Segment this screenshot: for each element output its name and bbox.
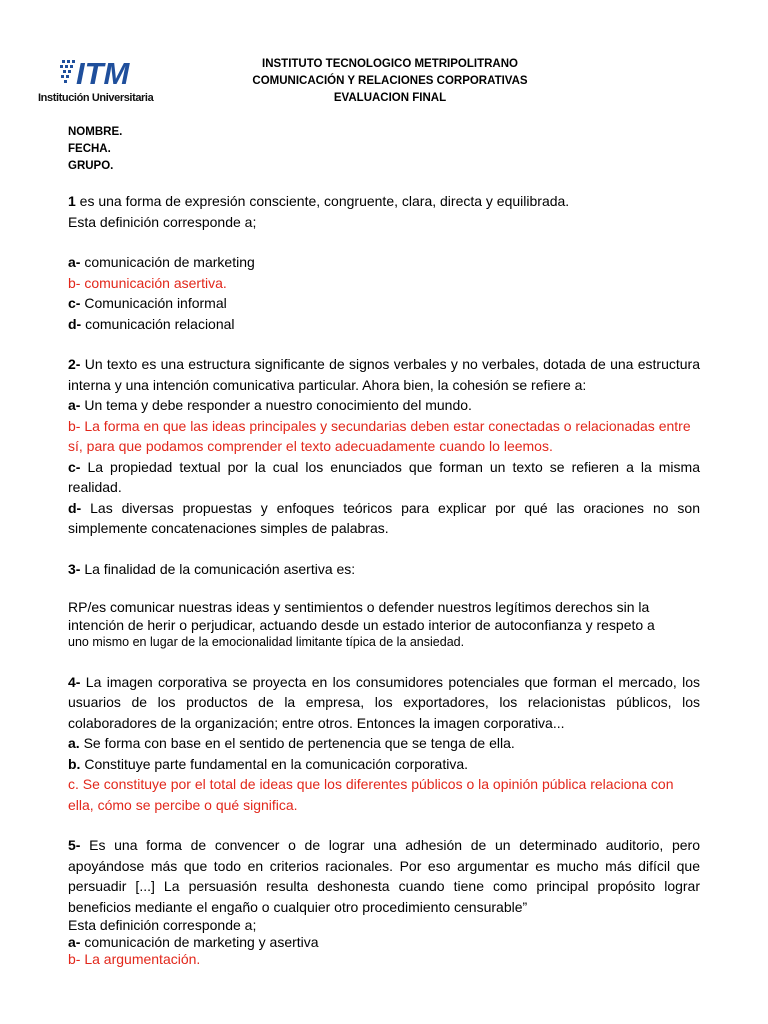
question-number: 1 — [68, 193, 76, 209]
option: c- Comunicación informal — [68, 295, 227, 311]
question-2: 2- Un texto es una estructura significante de signos verbales y no verbales, dotada de una estructura interna y una intención comunicativa particular. Ahora bien, la cohesión se refiere a: — [68, 356, 700, 393]
question-3-answer-cont: uno mismo en lugar de la emocionalidad limitante típica de la ansiedad. — [68, 635, 465, 649]
question-1-prompt: Esta definición corresponde a; — [68, 213, 257, 230]
institution-name: INSTITUTO TECNOLOGICO METRIPOLITRANO — [262, 58, 518, 70]
exam-content — [68, 191, 700, 968]
group-label: GRUPO. — [68, 160, 114, 172]
option-correct: b- La forma en que las ideas principales y secundarias deben estar conectadas o relacionadas entre sí, para que podamos comprender el texto adecuadamente cuando lo leemos. — [68, 417, 691, 454]
option: a- comunicación de marketing — [68, 254, 255, 270]
question-3: 3- La finalidad de la comunicación asertiva es: — [68, 560, 356, 577]
option: d- comunicación relacional — [68, 315, 235, 332]
option: a- Un tema y debe responder a nuestro conocimiento del mundo. — [68, 397, 472, 413]
logo-caption: Institución Universitaria — [38, 92, 154, 104]
question-5: 5- Es una forma de convencer o de lograr una adhesión de un determinado auditorio, pero apoyándose más que todo en criterios racionales. Por eso argumentar es mucho más difícil que persuadir [...] La persuasión resulta deshonesta cuando tiene como principal propósito lograr beneficios mediante el engaño o cualquier otro procedimiento censurable” — [68, 837, 700, 915]
option: a. Se forma con base en el sentido de pertenencia que se tenga de ella. — [68, 735, 515, 751]
student-fields — [68, 124, 122, 175]
course-name: COMUNICACIÓN Y RELACIONES CORPORATIVAS — [252, 75, 528, 87]
institution-logo — [38, 50, 154, 112]
name-label: NOMBRE. — [68, 126, 123, 138]
option-correct: c. Se constituye por el total de ideas que los diferentes públicos o la opinión pública relaciona con ella, cómo se percibe o qué significa. — [68, 776, 674, 813]
question-4: 4- La imagen corporativa se proyecta en los consumidores potenciales que forman el mercado, los usuarios de los productos de la empresa, los exportadores, los relacionistas públicos, los colaboradores de la organización; entre otros. Entonces la imagen corporativa... — [68, 673, 700, 731]
logo-wordmark: ITM — [76, 56, 130, 90]
option-correct: b- La argumentación. — [68, 951, 201, 967]
date-label: FECHA. — [68, 143, 111, 155]
option: c- La propiedad textual por la cual los enunciados que forman un texto se refieren a la misma realidad. — [68, 458, 700, 495]
itm-logo-icon — [60, 54, 140, 90]
question-3-answer: RP/es comunicar nuestras ideas y sentimientos o defender nuestros legítimos derechos sin la intención de herir o perjudicar, actuando desde un estado interior de autoconfianza y respeto a — [68, 599, 655, 633]
option: d- Las diversas propuestas y enfoques teóricos para explicar por qué las oraciones no son simplemente concatenaciones simples de palabras. — [68, 499, 700, 536]
option-correct: b- comunicación asertiva. — [68, 274, 227, 291]
question-1: 1 es una forma de expresión consciente, congruente, clara, directa y equilibrada. — [68, 193, 570, 209]
option: a- comunicación de marketing y asertiva — [68, 934, 319, 950]
option: b. Constituye parte fundamental en la comunicación corporativa. — [68, 755, 469, 772]
question-5-prompt: Esta definición corresponde a; — [68, 917, 257, 933]
document-header — [230, 56, 550, 107]
exam-title: EVALUACION FINAL — [333, 92, 447, 104]
